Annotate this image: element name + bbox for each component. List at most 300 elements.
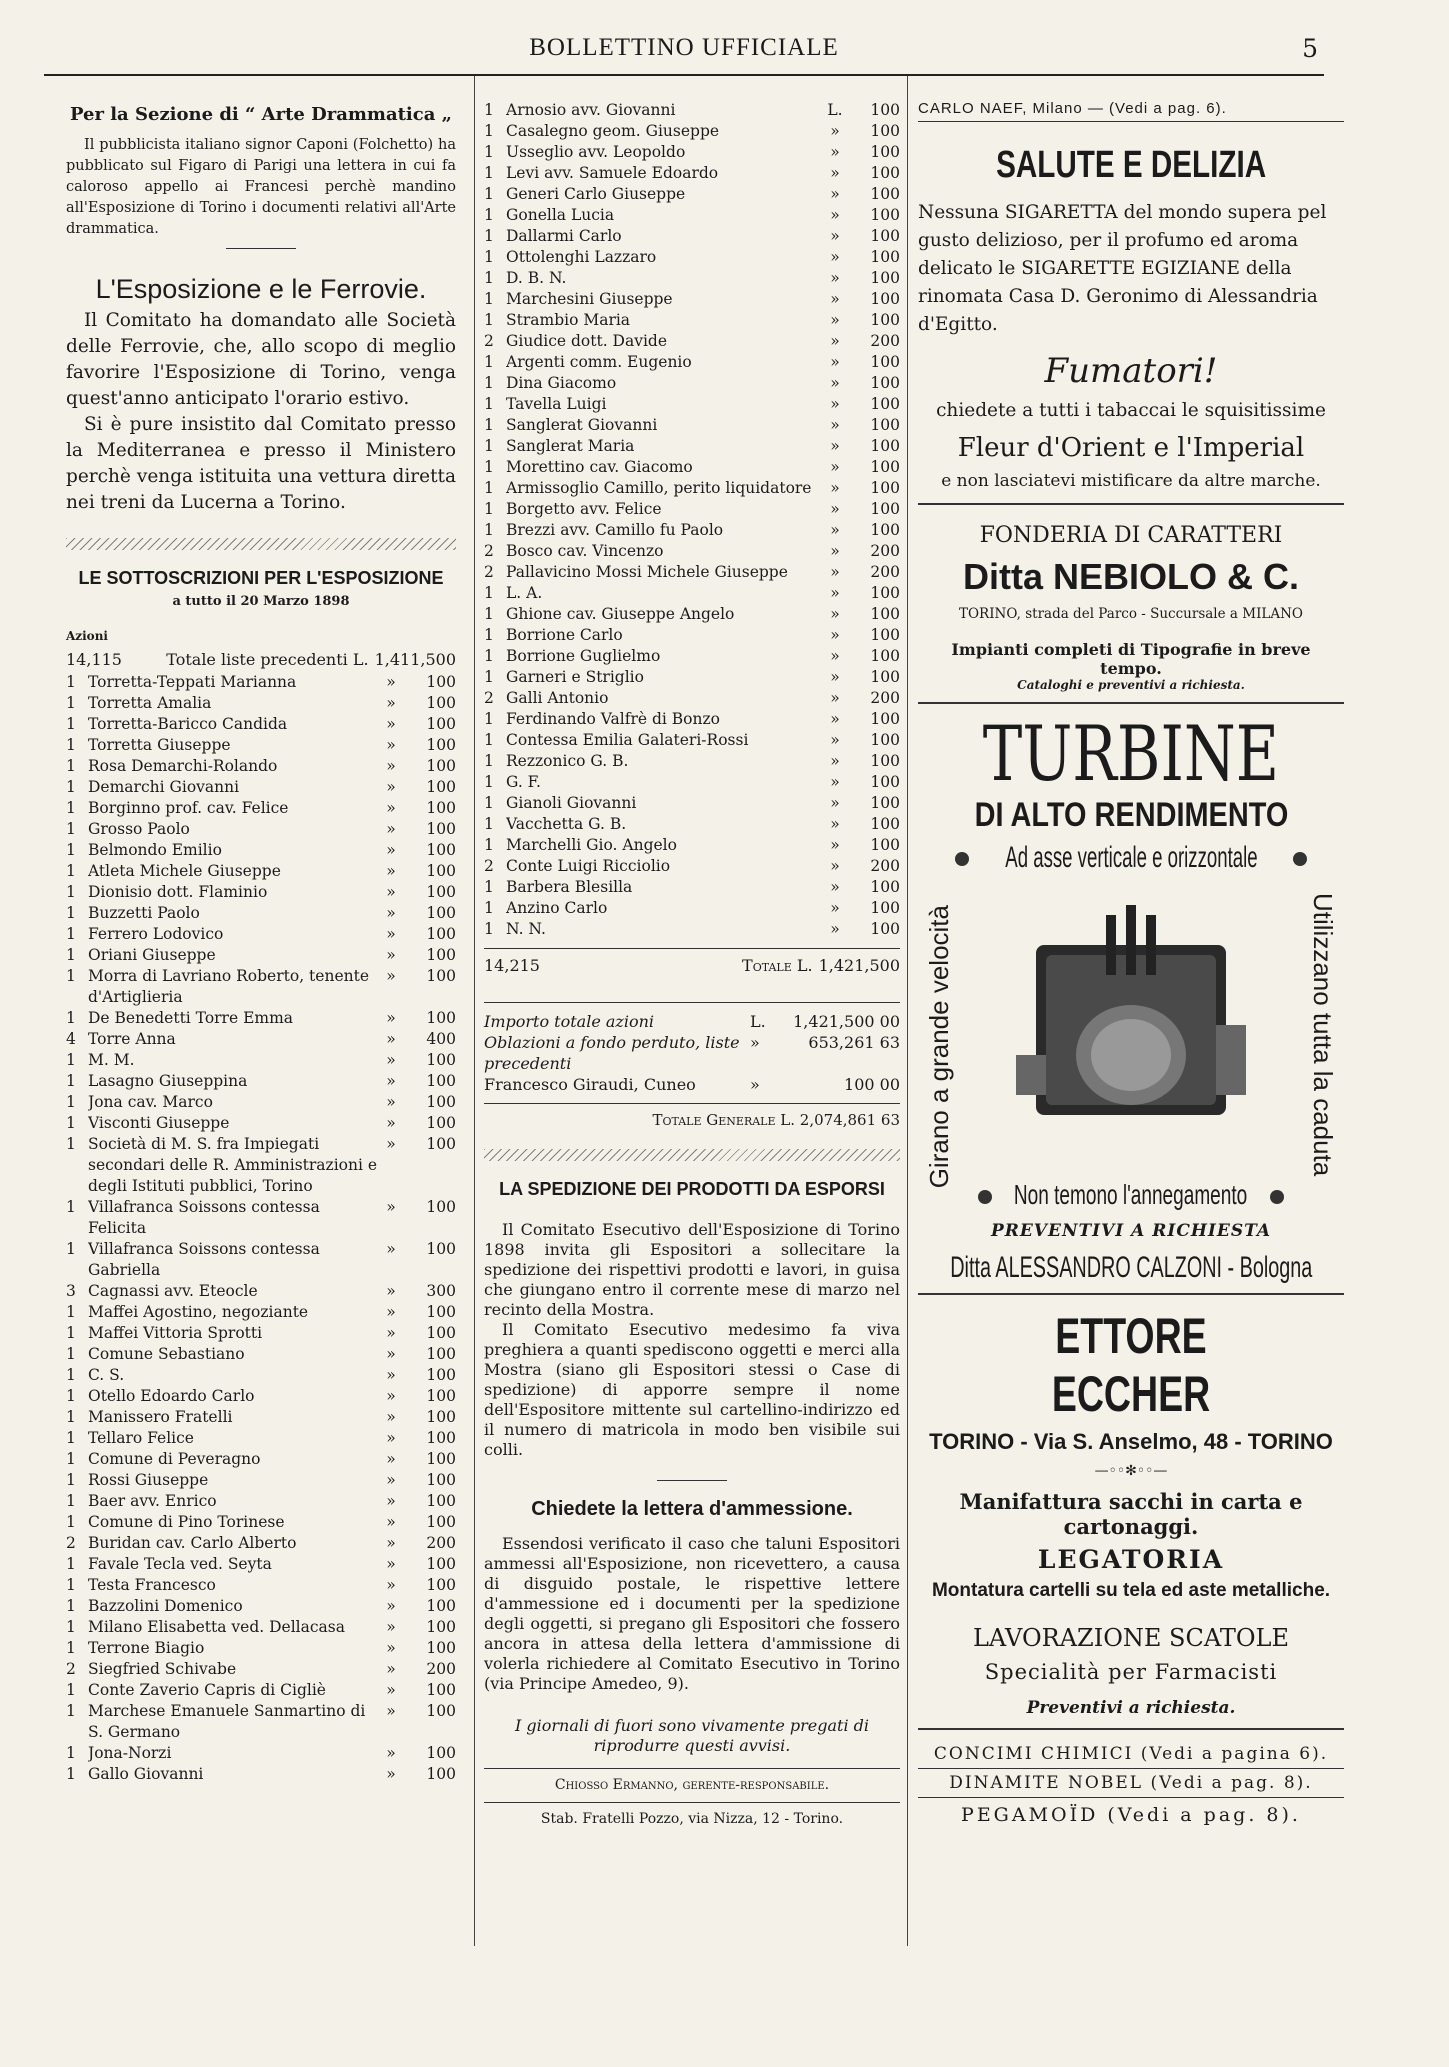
subscription-amount: 100 bbox=[870, 626, 900, 644]
subscriber-name: Cagnassi avv. Eteocle bbox=[88, 1282, 258, 1300]
printer-text: Stab. Fratelli Pozzo, via Nizza, 12 - Torino. bbox=[540, 1811, 844, 1827]
subscriber-name: Tavella Luigi bbox=[506, 395, 607, 413]
spedizione-heading: LA SPEDIZIONE DEI PRODOTTI DA ESPORSI bbox=[499, 1179, 885, 1199]
calzoni-line bbox=[918, 1251, 1344, 1295]
subscriber-name: Dina Giacomo bbox=[506, 374, 617, 392]
subscription-amount: 100 bbox=[870, 269, 900, 287]
shares-count: 1 bbox=[484, 227, 494, 245]
shares-count: 1 bbox=[484, 101, 494, 119]
subscription-amount: 100 bbox=[870, 794, 900, 812]
subscriber-name: Terrone Biagio bbox=[88, 1639, 205, 1657]
concimi-ad: CONCIMI CHIMICI (Vedi a pagina 6). bbox=[918, 1740, 1344, 1769]
subscriber-row bbox=[484, 856, 900, 877]
subscriber-name: Rosa Demarchi-Rolando bbox=[88, 757, 278, 775]
subscriber-row bbox=[484, 331, 900, 352]
currency-mark: » bbox=[386, 1492, 396, 1510]
fleur-heading: Fleur d'Orient e l'Imperial bbox=[957, 433, 1305, 463]
subscription-amount: 100 bbox=[426, 1324, 456, 1342]
annegamento-text: Non temono l'annegamento bbox=[1014, 1179, 1248, 1210]
subscription-amount: 100 bbox=[870, 122, 900, 140]
subscriber-name: Armissoglio Camillo, perito liquidatore bbox=[506, 479, 812, 497]
nebiolo-address: TORINO, strada del Parco - Succursale a MILANO bbox=[958, 606, 1303, 622]
salute-title-text: SALUTE E DELIZIA bbox=[995, 144, 1267, 186]
shares-count: 1 bbox=[66, 820, 76, 838]
subscription-amount: 100 bbox=[426, 1639, 456, 1657]
subscription-amount: 100 bbox=[870, 500, 900, 518]
subscriber-row bbox=[484, 310, 900, 331]
subscriber-name: Favale Tecla ved. Seyta bbox=[88, 1555, 272, 1573]
subscriber-name: Contessa Emilia Galateri-Rossi bbox=[506, 731, 749, 749]
subscriber-row bbox=[484, 625, 900, 646]
subscription-amount: 100 bbox=[870, 395, 900, 413]
utilizzano-text: Utilizzano tutta la caduta bbox=[1308, 893, 1338, 1177]
shares-count: 1 bbox=[66, 1639, 76, 1657]
subscriber-name: Ottolenghi Lazzaro bbox=[506, 248, 657, 266]
turbine-icon bbox=[1006, 905, 1256, 1145]
subscriber-row bbox=[66, 1638, 456, 1659]
subscriber-row bbox=[66, 1533, 456, 1554]
subscription-amount: 100 bbox=[426, 967, 456, 985]
shares-count: 1 bbox=[66, 967, 76, 985]
shares-count: 1 bbox=[66, 778, 76, 796]
shares-count: 1 bbox=[66, 1513, 76, 1531]
subscriber-name: Torretta-Teppati Marianna bbox=[88, 673, 297, 691]
subscriber-row bbox=[484, 541, 900, 562]
summary-currency: L. bbox=[750, 1012, 766, 1031]
subscription-amount: 100 bbox=[426, 1681, 456, 1699]
subscriber-name: Borgetto avv. Felice bbox=[506, 500, 662, 518]
subscription-amount: 100 bbox=[870, 227, 900, 245]
subscription-amount: 100 bbox=[870, 458, 900, 476]
subscriber-row bbox=[484, 205, 900, 226]
subscriber-row bbox=[66, 1281, 456, 1302]
summary-currency: » bbox=[750, 1033, 760, 1052]
pegamoid-ad: PEGAMOÏD (Vedi a pag. 8). bbox=[961, 1804, 1301, 1826]
shares-count: 1 bbox=[484, 248, 494, 266]
subscriber-name: Sanglerat Maria bbox=[506, 437, 635, 455]
subscription-amount: 100 bbox=[426, 820, 456, 838]
subscriber-row bbox=[484, 772, 900, 793]
shares-count: 1 bbox=[66, 1492, 76, 1510]
preventivi-text: PREVENTIVI A RICHIESTA bbox=[990, 1221, 1272, 1241]
subscriber-name: Bosco cav. Vincenzo bbox=[506, 542, 664, 560]
subscriber-name: Borginno prof. cav. Felice bbox=[88, 799, 289, 817]
currency-mark: » bbox=[386, 1303, 396, 1321]
turbine-illustration-area bbox=[918, 885, 1344, 1189]
currency-mark: » bbox=[386, 967, 396, 985]
currency-mark: » bbox=[386, 1093, 396, 1111]
subscriptions-heading: LE SOTTOSCRIZIONI PER L'ESPOSIZIONE bbox=[78, 568, 444, 588]
subscriber-name: Conte Zaverio Capris di Cigliè bbox=[88, 1681, 326, 1699]
subscription-amount: 100 bbox=[426, 1492, 456, 1510]
subscriber-name: Atleta Michele Giuseppe bbox=[88, 862, 281, 880]
subscriber-row bbox=[484, 163, 900, 184]
subscriber-row bbox=[484, 121, 900, 142]
girano-text: Girano a grande velocità bbox=[924, 905, 954, 1189]
subscriber-row bbox=[484, 709, 900, 730]
currency-mark: » bbox=[386, 1198, 396, 1216]
currency-mark: » bbox=[386, 778, 396, 796]
shares-count: 1 bbox=[66, 1450, 76, 1468]
currency-mark: » bbox=[830, 500, 840, 518]
subscription-amount: 100 bbox=[426, 1513, 456, 1531]
subscriber-name: Ferdinando Valfrè di Bonzo bbox=[506, 710, 720, 728]
currency-mark: » bbox=[386, 1576, 396, 1594]
subscriber-row bbox=[484, 499, 900, 520]
arte-text: Il pubblicista italiano signor Caponi (Folchetto) ha pubblicato sul Figaro di Parigi una lettera in cui fa caloroso appello ai Francesi perchè mandino all'Esposizione di Torino i documenti relativi all'Arte drammatica. bbox=[66, 137, 456, 237]
subscriber-name: Oriani Giuseppe bbox=[88, 946, 216, 964]
subscription-amount: 100 bbox=[426, 1303, 456, 1321]
currency-mark: » bbox=[386, 1765, 396, 1783]
column-rule bbox=[474, 76, 475, 1946]
currency-mark: » bbox=[386, 1429, 396, 1447]
subscriber-row bbox=[484, 814, 900, 835]
ornament: —◦◦✻◦◦— bbox=[1094, 1463, 1168, 1479]
subscriber-name: Brezzi avv. Camillo fu Paolo bbox=[506, 521, 724, 539]
subscriber-name: Testa Francesco bbox=[88, 1576, 216, 1594]
shares-count: 2 bbox=[484, 563, 494, 581]
shares-count: 1 bbox=[66, 1324, 76, 1342]
shares-count: 1 bbox=[484, 353, 494, 371]
shares-count: 1 bbox=[484, 668, 494, 686]
subscriber-name: Buzzetti Paolo bbox=[88, 904, 200, 922]
manager-text: Chiosso Ermanno, gerente-responsabile. bbox=[554, 1777, 830, 1793]
subscriber-row bbox=[66, 1470, 456, 1491]
subscriber-name: Villafranca Soissons contessa Felicita bbox=[88, 1198, 320, 1237]
eccher-heading bbox=[918, 1307, 1344, 1423]
ferrovie-paragraph: Il Comitato ha domandato alle Società delle Ferrovie, che, allo scopo di meglio favorire l'Esposizione di Torino, venga quest'anno anticipato l'orario estivo. bbox=[66, 310, 456, 409]
subscriber-name: Gallo Giovanni bbox=[88, 1765, 204, 1783]
subscriber-row bbox=[66, 1449, 456, 1470]
currency-mark: » bbox=[386, 1114, 396, 1132]
shares-count: 1 bbox=[66, 1429, 76, 1447]
subscription-amount: 100 bbox=[426, 1387, 456, 1405]
subscription-amount: 100 bbox=[870, 605, 900, 623]
subscriber-row bbox=[484, 457, 900, 478]
subscriber-name: Vacchetta G. B. bbox=[506, 815, 627, 833]
currency-mark: » bbox=[830, 185, 840, 203]
shares-count: 1 bbox=[66, 1408, 76, 1426]
shares-count: 1 bbox=[484, 920, 494, 938]
subscription-amount: 100 bbox=[426, 1135, 456, 1153]
subscriber-row bbox=[66, 1092, 456, 1113]
subscriber-row bbox=[66, 1029, 456, 1050]
nebiolo-heading: Ditta NEBIOLO & C. bbox=[962, 556, 1299, 597]
currency-mark: » bbox=[386, 1534, 396, 1552]
subscriber-name: Barbera Blesilla bbox=[506, 878, 633, 896]
subscriber-name: Manissero Fratelli bbox=[88, 1408, 233, 1426]
currency-mark: » bbox=[386, 820, 396, 838]
subscription-amount: 100 bbox=[870, 878, 900, 896]
subscriber-name: Maffei Agostino, negoziante bbox=[88, 1303, 309, 1321]
subscriber-row bbox=[484, 562, 900, 583]
currency-mark: » bbox=[830, 878, 840, 896]
column-rule bbox=[907, 76, 908, 1946]
summary-block bbox=[484, 1002, 900, 1131]
turbine-heading bbox=[918, 709, 1344, 798]
subscriber-row bbox=[66, 1386, 456, 1407]
rendimento-heading bbox=[918, 796, 1344, 835]
subscription-amount: 100 bbox=[426, 1051, 456, 1069]
shares-count: 1 bbox=[484, 794, 494, 812]
ammissione-heading: Chiedete la lettera d'ammessione. bbox=[531, 1498, 853, 1520]
currency-mark: » bbox=[386, 736, 396, 754]
subscriber-name: Comune di Peveragno bbox=[88, 1450, 261, 1468]
currency-mark: » bbox=[830, 815, 840, 833]
currency-mark: » bbox=[830, 626, 840, 644]
total-amount: 1,421,500 bbox=[818, 956, 900, 975]
shares-count: 1 bbox=[66, 1681, 76, 1699]
subscriber-row bbox=[484, 793, 900, 814]
salute-title bbox=[918, 144, 1344, 187]
shares-count: 1 bbox=[66, 841, 76, 859]
subscriber-name: Pallavicino Mossi Michele Giuseppe bbox=[506, 563, 788, 581]
scatole-heading: LAVORAZIONE SCATOLE bbox=[972, 1624, 1289, 1652]
subscriber-row bbox=[66, 1365, 456, 1386]
page-number: 5 bbox=[1302, 34, 1318, 63]
subscriber-name: Dionisio dott. Flaminio bbox=[88, 883, 268, 901]
summary-amount: 653,261 63 bbox=[808, 1033, 900, 1052]
currency-mark: » bbox=[830, 689, 840, 707]
subscription-amount: 100 bbox=[870, 290, 900, 308]
subscriber-name: Società di M. S. fra Impiegati secondari delle R. Amministrazioni e degli Istituti pubblici, Torino bbox=[88, 1135, 378, 1195]
subscription-amount: 100 bbox=[870, 836, 900, 854]
currency-mark: » bbox=[830, 668, 840, 686]
column-middle bbox=[484, 100, 900, 1830]
shares-count: 1 bbox=[66, 1303, 76, 1321]
previous-total-amount: 1,411,500 bbox=[374, 650, 456, 669]
ornamental-divider bbox=[484, 1149, 900, 1161]
manifattura-text: Manifattura sacchi in carta e cartonaggi. bbox=[959, 1489, 1303, 1539]
fonderia-heading: FONDERIA DI CARATTERI bbox=[979, 523, 1283, 548]
subscriber-name: Conte Luigi Ricciolio bbox=[506, 857, 671, 875]
subscriber-name: Gianoli Giovanni bbox=[506, 794, 637, 812]
subscriber-name: Strambio Maria bbox=[506, 311, 631, 329]
subscriber-row bbox=[484, 667, 900, 688]
subscriber-row bbox=[66, 1701, 456, 1743]
subscriber-row bbox=[484, 877, 900, 898]
shares-count: 1 bbox=[66, 925, 76, 943]
summary-amount: 100 00 bbox=[844, 1075, 900, 1094]
shares-count: 1 bbox=[66, 1744, 76, 1762]
currency-mark: » bbox=[386, 1366, 396, 1384]
shares-count: 1 bbox=[66, 673, 76, 691]
shares-count: 1 bbox=[66, 736, 76, 754]
legatoria-heading: LEGATORIA bbox=[1037, 1545, 1225, 1574]
azioni-label: Azioni bbox=[66, 629, 108, 643]
currency-mark: » bbox=[386, 673, 396, 691]
subscription-amount: 100 bbox=[426, 946, 456, 964]
subscription-amount: 200 bbox=[870, 563, 900, 581]
currency-mark: » bbox=[830, 143, 840, 161]
shares-count: 1 bbox=[66, 715, 76, 733]
subscriber-row bbox=[66, 777, 456, 798]
subscription-amount: 100 bbox=[870, 668, 900, 686]
subscription-amount: 100 bbox=[426, 673, 456, 691]
subscription-list bbox=[484, 100, 900, 940]
currency-mark: » bbox=[386, 1240, 396, 1258]
subscriber-name: Casalegno geom. Giuseppe bbox=[506, 122, 720, 140]
currency-mark: » bbox=[386, 1618, 396, 1636]
subscriber-row bbox=[484, 835, 900, 856]
page-header bbox=[44, 28, 1324, 76]
shares-count: 2 bbox=[66, 1534, 76, 1552]
subscriber-name: Torre Anna bbox=[88, 1030, 176, 1048]
calzoni-text: Ditta ALESSANDRO CALZONI - Bologna bbox=[949, 1251, 1313, 1284]
subscriber-row bbox=[484, 646, 900, 667]
previous-total-row bbox=[66, 649, 456, 670]
subscriber-row bbox=[66, 1197, 456, 1239]
printer-line bbox=[484, 1802, 900, 1830]
subscriber-name: Morra di Lavriano Roberto, tenente d'Artiglieria bbox=[88, 967, 369, 1006]
subscriber-row bbox=[66, 1239, 456, 1281]
subscriber-row bbox=[66, 1743, 456, 1764]
subscription-amount: 100 bbox=[870, 584, 900, 602]
summary-label: Francesco Giraudi, Cuneo bbox=[484, 1075, 696, 1094]
currency-mark: » bbox=[386, 904, 396, 922]
subscriber-row bbox=[66, 798, 456, 819]
subscriber-name: Torretta-Baricco Candida bbox=[88, 715, 288, 733]
currency-mark: » bbox=[830, 437, 840, 455]
shares-count: 3 bbox=[66, 1282, 76, 1300]
subscription-amount: 100 bbox=[426, 715, 456, 733]
currency-mark: » bbox=[386, 1051, 396, 1069]
currency-mark: » bbox=[830, 122, 840, 140]
currency-mark: » bbox=[830, 710, 840, 728]
salute-text: Nessuna SIGARETTA del mondo supera pel gusto delizioso, per il profumo ed aroma delicato le SIGARETTE EGIZIANE della rinomata Casa D. Geronimo di Alessandria d'Egitto. bbox=[918, 202, 1327, 335]
subscription-amount: 100 bbox=[870, 752, 900, 770]
subscriber-name: N. N. bbox=[506, 920, 546, 938]
shares-count: 1 bbox=[484, 584, 494, 602]
subscription-amount: 100 bbox=[870, 899, 900, 917]
currency-mark: » bbox=[830, 731, 840, 749]
summary-row bbox=[484, 1032, 900, 1074]
currency-mark: » bbox=[830, 605, 840, 623]
shares-count: 1 bbox=[484, 752, 494, 770]
preventivi2-text: Preventivi a richiesta. bbox=[918, 1698, 1344, 1730]
currency-mark: » bbox=[830, 752, 840, 770]
shares-count: 1 bbox=[66, 1093, 76, 1111]
subscriber-row bbox=[66, 840, 456, 861]
subscriber-row bbox=[66, 924, 456, 945]
currency-mark: » bbox=[830, 269, 840, 287]
subscriber-row bbox=[66, 672, 456, 693]
currency-mark: » bbox=[830, 458, 840, 476]
previous-count: 14,115 bbox=[66, 650, 122, 669]
shares-count: 1 bbox=[66, 1576, 76, 1594]
subscription-amount: 100 bbox=[870, 815, 900, 833]
shares-count: 1 bbox=[484, 626, 494, 644]
shares-count: 2 bbox=[66, 1660, 76, 1678]
bullet-icon bbox=[955, 852, 969, 866]
shares-count: 1 bbox=[66, 1555, 76, 1573]
column-ads bbox=[918, 100, 1344, 1832]
subscriber-row bbox=[484, 184, 900, 205]
shares-count: 1 bbox=[66, 1471, 76, 1489]
subscription-amount: 100 bbox=[426, 778, 456, 796]
currency-mark: » bbox=[830, 164, 840, 182]
subscription-amount: 100 bbox=[426, 1429, 456, 1447]
currency-mark: » bbox=[386, 862, 396, 880]
subscription-amount: 100 bbox=[426, 841, 456, 859]
currency-mark: » bbox=[386, 1681, 396, 1699]
shares-count: 1 bbox=[484, 731, 494, 749]
cataloghi-text: Cataloghi e preventivi a richiesta. bbox=[918, 678, 1344, 704]
summary-row bbox=[484, 1074, 900, 1095]
mistificare-text: e non lasciatevi mistificare da altre marche. bbox=[918, 471, 1344, 505]
subscriber-row bbox=[66, 1764, 456, 1785]
currency-mark: » bbox=[386, 1408, 396, 1426]
subscriber-name: Buridan cav. Carlo Alberto bbox=[88, 1534, 297, 1552]
subscriber-name: M. M. bbox=[88, 1051, 135, 1069]
subscriber-row bbox=[66, 819, 456, 840]
currency-mark: » bbox=[830, 353, 840, 371]
divider bbox=[226, 248, 296, 249]
subscriber-row bbox=[66, 1323, 456, 1344]
subscription-amount: 100 bbox=[426, 1597, 456, 1615]
currency-mark: » bbox=[830, 290, 840, 308]
subscriber-row bbox=[484, 352, 900, 373]
subscription-amount: 100 bbox=[426, 1366, 456, 1384]
subscriber-row bbox=[66, 735, 456, 756]
subscription-amount: 100 bbox=[870, 248, 900, 266]
subscriber-name: Bazzolini Domenico bbox=[88, 1597, 243, 1615]
ammissione-paragraph: Essendosi verificato il caso che taluni Espositori ammessi all'Esposizione, non ricevettero, a causa di disguido postale, le rispettive lettere d'ammessione ed i documenti per la spedizione degli oggetti, si pregano gli Espositori che fossero ancora in attesa della lettera d'ammissione di volerla richiedere al Comitato Esecutivo in Torino (via Principe Amedeo, 9). bbox=[484, 1534, 900, 1693]
subscriber-row bbox=[66, 1596, 456, 1617]
currency-mark: » bbox=[386, 1135, 396, 1153]
subscription-amount: 100 bbox=[426, 736, 456, 754]
currency-mark: » bbox=[386, 1660, 396, 1678]
shares-count: 1 bbox=[484, 500, 494, 518]
shares-count: 2 bbox=[484, 689, 494, 707]
shares-count: 1 bbox=[484, 479, 494, 497]
subscriber-row bbox=[66, 1134, 456, 1197]
currency-mark: » bbox=[830, 332, 840, 350]
currency-mark: » bbox=[386, 1744, 396, 1762]
shares-count: 1 bbox=[66, 799, 76, 817]
grand-total-row bbox=[484, 1103, 900, 1131]
shares-count: 1 bbox=[484, 269, 494, 287]
subscriber-name: Rossi Giuseppe bbox=[88, 1471, 209, 1489]
subscriber-row bbox=[66, 756, 456, 777]
shares-count: 1 bbox=[484, 773, 494, 791]
subscriber-row bbox=[484, 373, 900, 394]
subscription-amount: 100 bbox=[870, 647, 900, 665]
subscriber-name: Ferrero Lodovico bbox=[88, 925, 224, 943]
subscription-amount: 100 bbox=[870, 311, 900, 329]
previous-total-label: Totale liste precedenti L. bbox=[166, 650, 369, 669]
subscription-amount: 100 bbox=[426, 1744, 456, 1762]
subscriber-name: G. F. bbox=[506, 773, 541, 791]
subscriber-name: D. B. N. bbox=[506, 269, 567, 287]
subscriber-row bbox=[484, 289, 900, 310]
subscription-amount: 100 bbox=[426, 1555, 456, 1573]
subscriber-row bbox=[484, 247, 900, 268]
shares-count: 1 bbox=[66, 1765, 76, 1783]
subscriber-row bbox=[66, 714, 456, 735]
subscriber-name: Jona-Norzi bbox=[88, 1744, 172, 1762]
shares-count: 1 bbox=[484, 311, 494, 329]
subscription-amount: 100 bbox=[870, 416, 900, 434]
shares-count: 1 bbox=[484, 122, 494, 140]
currency-mark: » bbox=[386, 799, 396, 817]
subscriber-name: Levi avv. Samuele Edoardo bbox=[506, 164, 719, 182]
subscriber-name: Rezzonico G. B. bbox=[506, 752, 629, 770]
subscription-amount: 100 bbox=[870, 920, 900, 938]
subscriber-row bbox=[66, 945, 456, 966]
subscriber-name: Grosso Paolo bbox=[88, 820, 190, 838]
currency-mark: L. bbox=[827, 101, 843, 119]
